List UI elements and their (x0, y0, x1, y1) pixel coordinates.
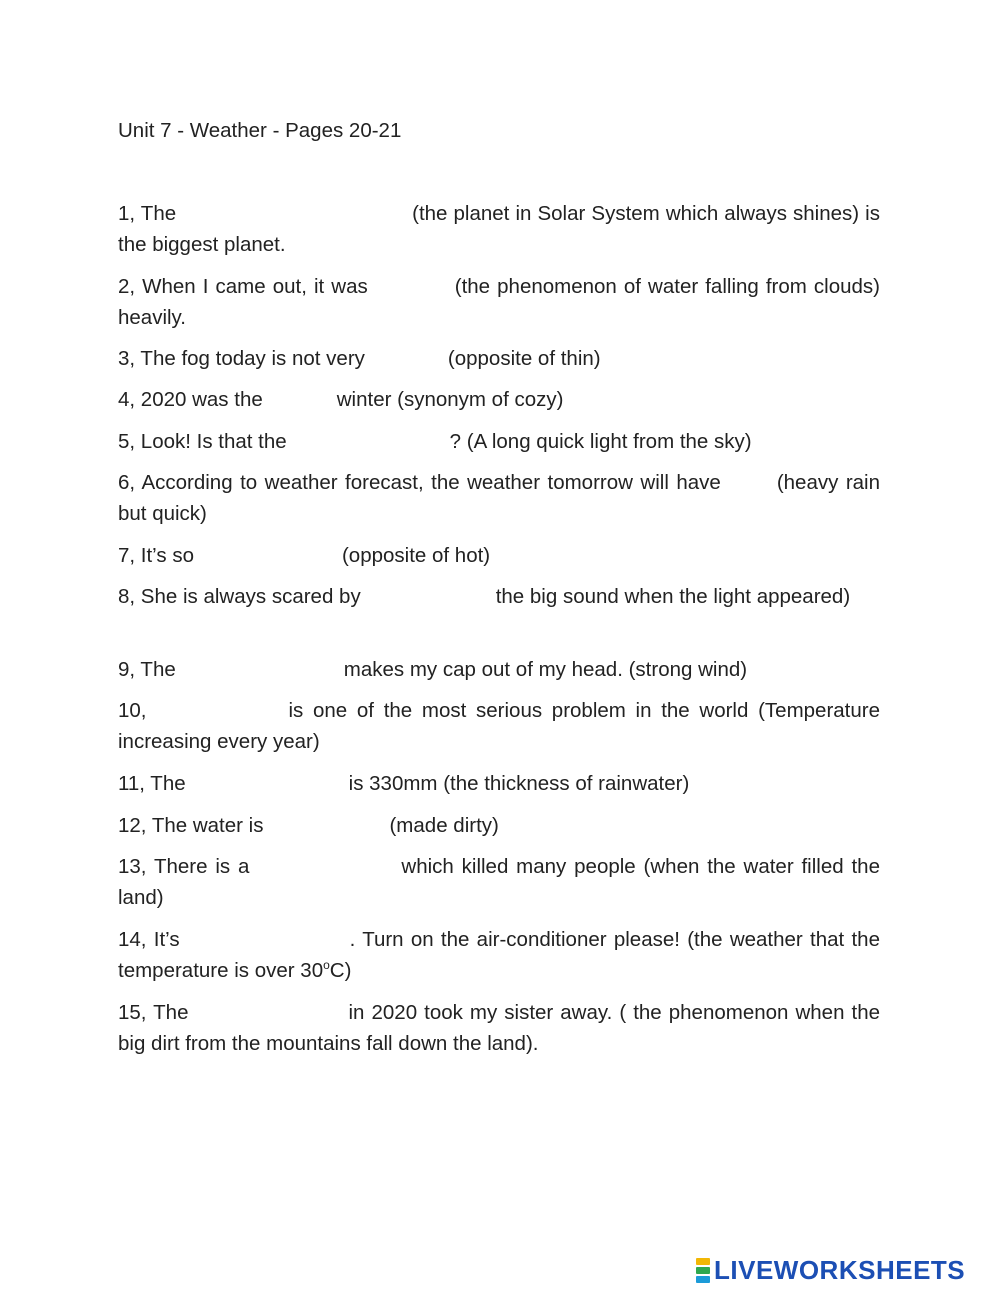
liveworksheets-logo (696, 1250, 965, 1290)
logo-mark-bar-1 (696, 1258, 710, 1265)
question-text-before: 7, It’s so (118, 544, 194, 567)
degree-superscript: o (323, 958, 330, 972)
question-9 (118, 654, 880, 685)
question-text-after: in 2020 took my sister away. ( the phenomenon when the big dirt from the mountains fall down the land). (118, 1001, 880, 1055)
question-text-before: 5, Look! Is that the (118, 430, 287, 453)
question-text-before: 15, The (118, 1001, 189, 1024)
question-13 (118, 851, 880, 913)
question-4 (118, 384, 880, 415)
question-text-after: winter (synonym of cozy) (336, 388, 564, 411)
question-2 (118, 271, 880, 333)
question-1 (118, 198, 880, 260)
question-text-after: (opposite of thin) (447, 347, 601, 370)
answer-input-12[interactable] (263, 819, 389, 841)
answer-input-10[interactable] (147, 704, 289, 726)
question-6 (118, 467, 880, 529)
question-text-after: makes my cap out of my head. (strong wind) (343, 658, 748, 681)
question-text-after: the big sound when the light appeared) (495, 585, 851, 608)
question-5 (118, 426, 880, 457)
logo-mark-icon (696, 1258, 710, 1283)
answer-input-7[interactable] (194, 549, 342, 571)
question-text-after: (opposite of hot) (341, 544, 491, 567)
answer-input-1[interactable] (176, 207, 412, 229)
question-text-before: 4, 2020 was the (118, 388, 263, 411)
answer-input-11[interactable] (186, 777, 349, 799)
logo-text: LIVEWORKSHEETS (714, 1255, 966, 1285)
logo-mark-bar-2 (696, 1267, 710, 1274)
question-text-before: 11, The (118, 772, 186, 795)
question-text-after: . Turn on the air-conditioner please! (the weather that the temperature is over 30 (118, 928, 880, 982)
question-text-before: 2, When I came out, it was (118, 275, 368, 298)
question-text-after: (heavy rain but quick) (118, 471, 880, 525)
question-text-after: is 330mm (the thickness of rainwater) (348, 772, 690, 795)
question-text-before: 6, According to weather forecast, the weather tomorrow will have (118, 471, 721, 494)
question-3 (118, 343, 880, 374)
question-text-before: 3, The fog today is not very (118, 347, 365, 370)
answer-input-14[interactable] (180, 933, 350, 955)
question-text-before: 13, There is a (118, 855, 250, 878)
question-text-before: 9, The (118, 658, 176, 681)
question-text-after: (the phenomenon of water falling from clouds) heavily. (118, 275, 881, 329)
question-text-before: 10, (118, 699, 147, 722)
question-text-after: (the planet in Solar System which always shines) is the biggest planet. (118, 202, 880, 256)
question-text-after: (made dirty) (389, 814, 499, 837)
answer-input-6[interactable] (721, 476, 777, 498)
question-text-before: 12, The water is (118, 814, 264, 837)
question-text-before: 1, The (118, 202, 177, 225)
question-text-after: is one of the most serious problem in the world (Temperature increasing every year) (118, 699, 880, 753)
question-11 (118, 768, 880, 799)
question-text-after-2: C) (329, 959, 352, 982)
question-12 (118, 810, 880, 841)
question-14 (118, 924, 880, 986)
question-7 (118, 540, 880, 571)
answer-input-13[interactable] (249, 860, 401, 882)
question-text-before: 8, She is always scared by (118, 585, 361, 608)
question-text-before: 14, It’s (118, 928, 180, 951)
worksheet-title: Unit 7 - Weather - Pages 20-21 (118, 119, 402, 142)
answer-input-3[interactable] (365, 352, 448, 374)
answer-input-15[interactable] (189, 1006, 349, 1028)
question-8 (118, 581, 880, 612)
question-text-after: ? (A long quick light from the sky) (449, 430, 752, 453)
answer-input-4[interactable] (263, 393, 337, 415)
answer-input-8[interactable] (361, 590, 496, 612)
question-10 (118, 695, 880, 757)
logo-mark-bar-3 (696, 1276, 710, 1283)
question-text-after: which killed many people (when the water filled the land) (118, 855, 880, 909)
answer-input-9[interactable] (176, 663, 344, 685)
answer-input-5[interactable] (287, 435, 450, 457)
answer-input-2[interactable] (368, 280, 455, 302)
question-15 (118, 997, 880, 1059)
